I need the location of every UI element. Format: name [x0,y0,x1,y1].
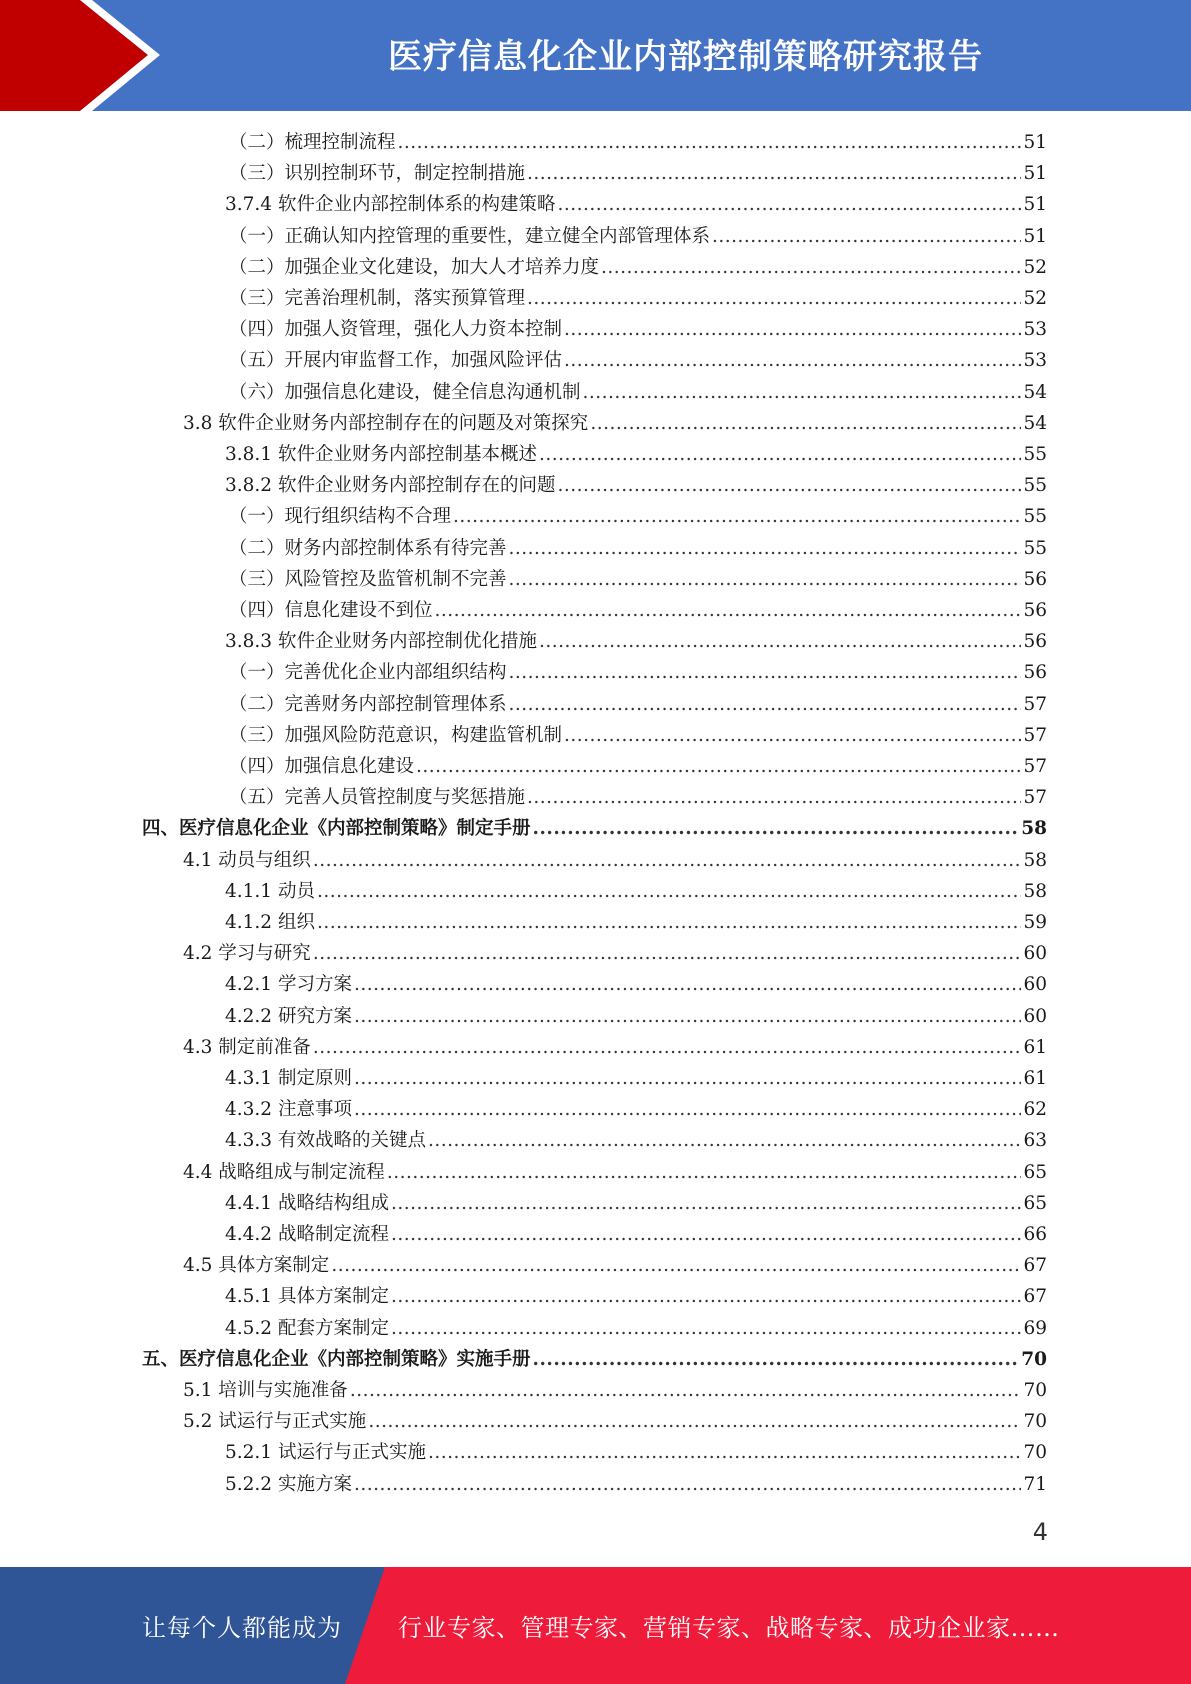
toc-entry-page: 65 [1023,1192,1047,1214]
toc-entry-page: 71 [1023,1473,1047,1495]
toc-dot-leader [590,408,1021,439]
toc-entry[interactable] [229,158,1047,189]
toc-entry[interactable] [225,189,1047,220]
toc-entry[interactable] [229,533,1047,564]
toc-entry[interactable] [183,938,1047,969]
toc-dot-leader [398,127,1022,158]
toc-entry-title: 5.2 试运行与正式实施 [183,1411,367,1433]
toc-entry[interactable] [225,1125,1047,1156]
toc-entry-title: 4.2.2 研究方案 [225,1005,352,1027]
toc-entry-page: 62 [1023,1099,1047,1121]
toc-entry[interactable] [229,283,1047,314]
toc-dot-leader [368,1406,1021,1437]
toc-entry-page: 65 [1023,1161,1047,1183]
toc-dot-leader [350,1375,1022,1406]
toc-entry-title: 3.8 软件企业财务内部控制存在的问题及对策探究 [183,412,589,434]
toc-entry-page: 56 [1023,662,1047,684]
toc-entry-page: 57 [1023,756,1047,777]
toc-dot-leader [391,1313,1021,1344]
toc-dot-leader [354,1001,1022,1032]
toc-entry-title: 4.4 战略组成与制定流程 [183,1161,385,1183]
toc-entry-page: 54 [1023,381,1047,403]
toc-entry-title: 4.1 动员与组织 [183,849,311,871]
toc-dot-leader [509,564,1022,595]
toc-dot-leader [354,1063,1022,1094]
toc-entry-page: 55 [1023,475,1047,497]
toc-dot-leader [391,1188,1021,1219]
toc-entry-page: 55 [1023,444,1047,465]
toc-entry-page: 58 [1023,880,1047,902]
toc-entry-page: 60 [1023,943,1047,965]
toc-entry[interactable] [225,907,1047,938]
toc-entry-page: 70 [1023,1411,1047,1433]
toc-entry-title: （二）梳理控制流程 [229,132,396,153]
toc-entry[interactable] [183,1250,1047,1281]
toc-entry[interactable] [229,564,1047,595]
toc-entry[interactable] [229,221,1047,252]
toc-dot-leader [533,1344,1020,1375]
toc-entry-page: 57 [1023,724,1047,746]
toc-dot-leader [416,751,1021,782]
toc-entry-page: 51 [1023,225,1047,247]
toc-dot-leader [527,158,1021,189]
toc-dot-leader [313,1032,1022,1063]
toc-entry-page: 57 [1023,787,1047,809]
toc-entry-title: 4.3.2 注意事项 [225,1099,352,1121]
toc-dot-leader [391,1281,1021,1312]
toc-entry-title: （三）风险管控及监管机制不完善 [229,568,507,590]
toc-dot-leader [354,1094,1022,1125]
toc-dot-leader [509,533,1022,564]
page-header [0,0,1191,111]
toc-entry-title: 4.5 具体方案制定 [183,1255,330,1277]
toc-entry-title: 4.4.2 战略制定流程 [225,1224,389,1245]
toc-dot-leader [317,876,1022,907]
toc-entry-page: 53 [1023,319,1047,341]
toc-entry[interactable] [225,1219,1047,1250]
toc-entry[interactable] [229,377,1047,408]
toc-entry-title: 3.8.1 软件企业财务内部控制基本概述 [225,444,537,465]
toc-entry-title: 3.8.2 软件企业财务内部控制存在的问题 [225,475,556,497]
toc-entry[interactable] [142,813,1047,844]
toc-entry[interactable] [225,1094,1047,1125]
toc-entry[interactable] [229,720,1047,751]
toc-entry-page: 70 [1023,1442,1047,1464]
toc-entry[interactable] [225,876,1047,907]
toc-entry-page: 51 [1023,194,1047,216]
toc-entry-page: 60 [1023,974,1047,996]
toc-dot-leader [601,252,1021,283]
toc-entry-title: 5.2.2 实施方案 [225,1473,352,1495]
toc-entry[interactable] [229,501,1047,532]
toc-dot-leader [712,221,1021,252]
toc-entry-title: （三）加强风险防范意识，构建监管机制 [229,724,563,746]
toc-entry-title: （四）加强信息化建设 [229,756,415,777]
toc-entry-title: 4.5.2 配套方案制定 [225,1317,389,1339]
toc-entry-page: 67 [1023,1286,1047,1308]
footer-slogan-right: 行业专家、管理专家、营销专家、战略专家、成功企业家…… [398,1614,1060,1642]
toc-entry[interactable] [142,1344,1047,1375]
toc-dot-leader [533,813,1020,844]
toc-entry-page: 61 [1023,1036,1047,1058]
toc-entry-page: 58 [1023,849,1047,871]
toc-entry[interactable] [225,1469,1047,1500]
toc-dot-leader [317,907,1022,938]
toc-dot-leader [331,1250,1021,1281]
toc-entry-title: 3.8.3 软件企业财务内部控制优化措施 [225,631,537,653]
toc-entry[interactable] [225,470,1047,501]
toc-entry[interactable] [225,1063,1047,1094]
toc-entry[interactable] [229,751,1047,782]
toc-entry[interactable] [225,1281,1047,1312]
toc-entry[interactable] [225,969,1047,1000]
toc-entry-title: （一）正确认知内控管理的重要性，建立健全内部管理体系 [229,225,711,247]
toc-entry[interactable] [229,314,1047,345]
toc-entry-page: 69 [1023,1317,1047,1339]
toc-entry-title: 五、医疗信息化企业《内部控制策略》实施手册 [142,1348,531,1370]
toc-entry-title: （五）完善人员管控制度与奖惩措施 [229,787,526,809]
toc-entry[interactable] [229,595,1047,626]
toc-dot-leader [564,345,1021,376]
toc-entry[interactable] [183,408,1047,439]
toc-dot-leader [509,657,1022,688]
toc-entry-title: （三）完善治理机制，落实预算管理 [229,288,526,309]
toc-entry-title: （四）信息化建设不到位 [229,600,433,621]
toc-entry-title: 4.1.2 组织 [225,912,315,933]
toc-dot-leader [583,377,1022,408]
toc-entry[interactable] [183,845,1047,876]
toc-entry-page: 66 [1023,1224,1047,1245]
toc-entry[interactable] [229,689,1047,720]
toc-dot-leader [527,782,1021,813]
toc-entry-page: 56 [1023,568,1047,590]
toc-entry-page: 59 [1023,912,1047,933]
toc-entry-title: 4.1.1 动员 [225,880,315,902]
toc-dot-leader [391,1219,1021,1250]
toc-entry-title: 4.2.1 学习方案 [225,974,352,996]
toc-entry-page: 70 [1023,1380,1047,1401]
toc-dot-leader [428,1125,1021,1156]
toc-entry-page: 51 [1023,132,1047,153]
toc-entry-title: （四）加强人资管理，强化人力资本控制 [229,319,563,341]
toc-entry[interactable] [229,345,1047,376]
page-footer [0,1567,1191,1684]
toc-entry[interactable] [229,252,1047,283]
toc-entry-page: 51 [1023,163,1047,185]
toc-dot-leader [564,314,1021,345]
toc-dot-leader [557,470,1021,501]
toc-entry[interactable] [225,439,1047,470]
toc-dot-leader [453,501,1021,532]
toc-entry-title: （一）现行组织结构不合理 [229,506,452,528]
toc-entry[interactable] [229,782,1047,813]
toc-entry-title: （二）财务内部控制体系有待完善 [229,537,507,559]
toc-dot-leader [557,189,1021,220]
toc-entry-page: 67 [1023,1255,1047,1277]
toc-dot-leader [435,595,1022,626]
toc-dot-leader [539,626,1021,657]
toc-entry[interactable] [225,1188,1047,1219]
toc-entry[interactable] [225,626,1047,657]
toc-entry-title: 4.3 制定前准备 [183,1036,311,1058]
toc-entry-title: （六）加强信息化建设，健全信息沟通机制 [229,381,581,403]
toc-entry[interactable] [183,1406,1047,1437]
toc-entry-title: （二）加强企业文化建设，加大人才培养力度 [229,256,600,278]
toc-entry[interactable] [183,1375,1047,1406]
toc-entry-title: 5.1 培训与实施准备 [183,1380,348,1401]
toc-entry[interactable] [225,1001,1047,1032]
toc-entry-page: 55 [1023,537,1047,559]
toc-entry-page: 53 [1023,350,1047,372]
toc-entry-page: 61 [1023,1068,1047,1089]
toc-entry-page: 52 [1023,288,1047,309]
toc-entry-page: 63 [1023,1130,1047,1152]
toc-dot-leader [509,689,1022,720]
toc-dot-leader [354,1469,1022,1500]
toc-entry-page: 56 [1023,631,1047,653]
toc-entry-page: 56 [1023,600,1047,621]
toc-entry-page: 54 [1023,412,1047,434]
toc-entry-title: （二）完善财务内部控制管理体系 [229,693,507,715]
toc-entry-title: 4.3.1 制定原则 [225,1068,352,1089]
toc-dot-leader [313,938,1022,969]
toc-entry-title: 四、医疗信息化企业《内部控制策略》制定手册 [142,818,531,840]
toc-entry-title: （五）开展内审监督工作，加强风险评估 [229,350,563,372]
toc-dot-leader [387,1157,1022,1188]
report-title: 医疗信息化企业内部控制策略研究报告 [388,36,983,77]
toc-entry-title: （三）识别控制环节，制定控制措施 [229,163,526,185]
toc-entry-title: 4.4.1 战略结构组成 [225,1192,389,1214]
toc-dot-leader [354,969,1022,1000]
toc-entry[interactable] [225,1313,1047,1344]
toc-entry-title: 4.5.1 具体方案制定 [225,1286,389,1308]
toc-dot-leader [313,845,1022,876]
toc-entry-title: 3.7.4 软件企业内部控制体系的构建策略 [225,194,556,216]
toc-entry[interactable] [225,1437,1047,1468]
toc-entry-title: （一）完善优化企业内部组织结构 [229,662,507,684]
toc-dot-leader [527,283,1021,314]
toc-entry-title: 4.2 学习与研究 [183,943,311,965]
toc-entry-page: 60 [1023,1005,1047,1027]
toc-dot-leader [539,439,1021,470]
toc-entry-page: 57 [1023,693,1047,715]
toc-entry-page: 52 [1023,256,1047,278]
toc-entry[interactable] [183,1157,1047,1188]
toc-entry-page: 70 [1021,1348,1047,1370]
toc-entry[interactable] [229,127,1047,158]
footer-slogan-left: 让每个人都能成为 [142,1614,342,1642]
toc-entry-title: 4.3.3 有效战略的关键点 [225,1130,426,1152]
toc-entry-page: 58 [1021,818,1047,840]
toc-entry-page: 55 [1023,506,1047,528]
toc-entry[interactable] [229,657,1047,688]
toc-entry-title: 5.2.1 试运行与正式实施 [225,1442,426,1464]
toc-dot-leader [428,1437,1021,1468]
toc-entry[interactable] [183,1032,1047,1063]
toc-dot-leader [564,720,1021,751]
page-number: 4 [1032,1518,1048,1546]
